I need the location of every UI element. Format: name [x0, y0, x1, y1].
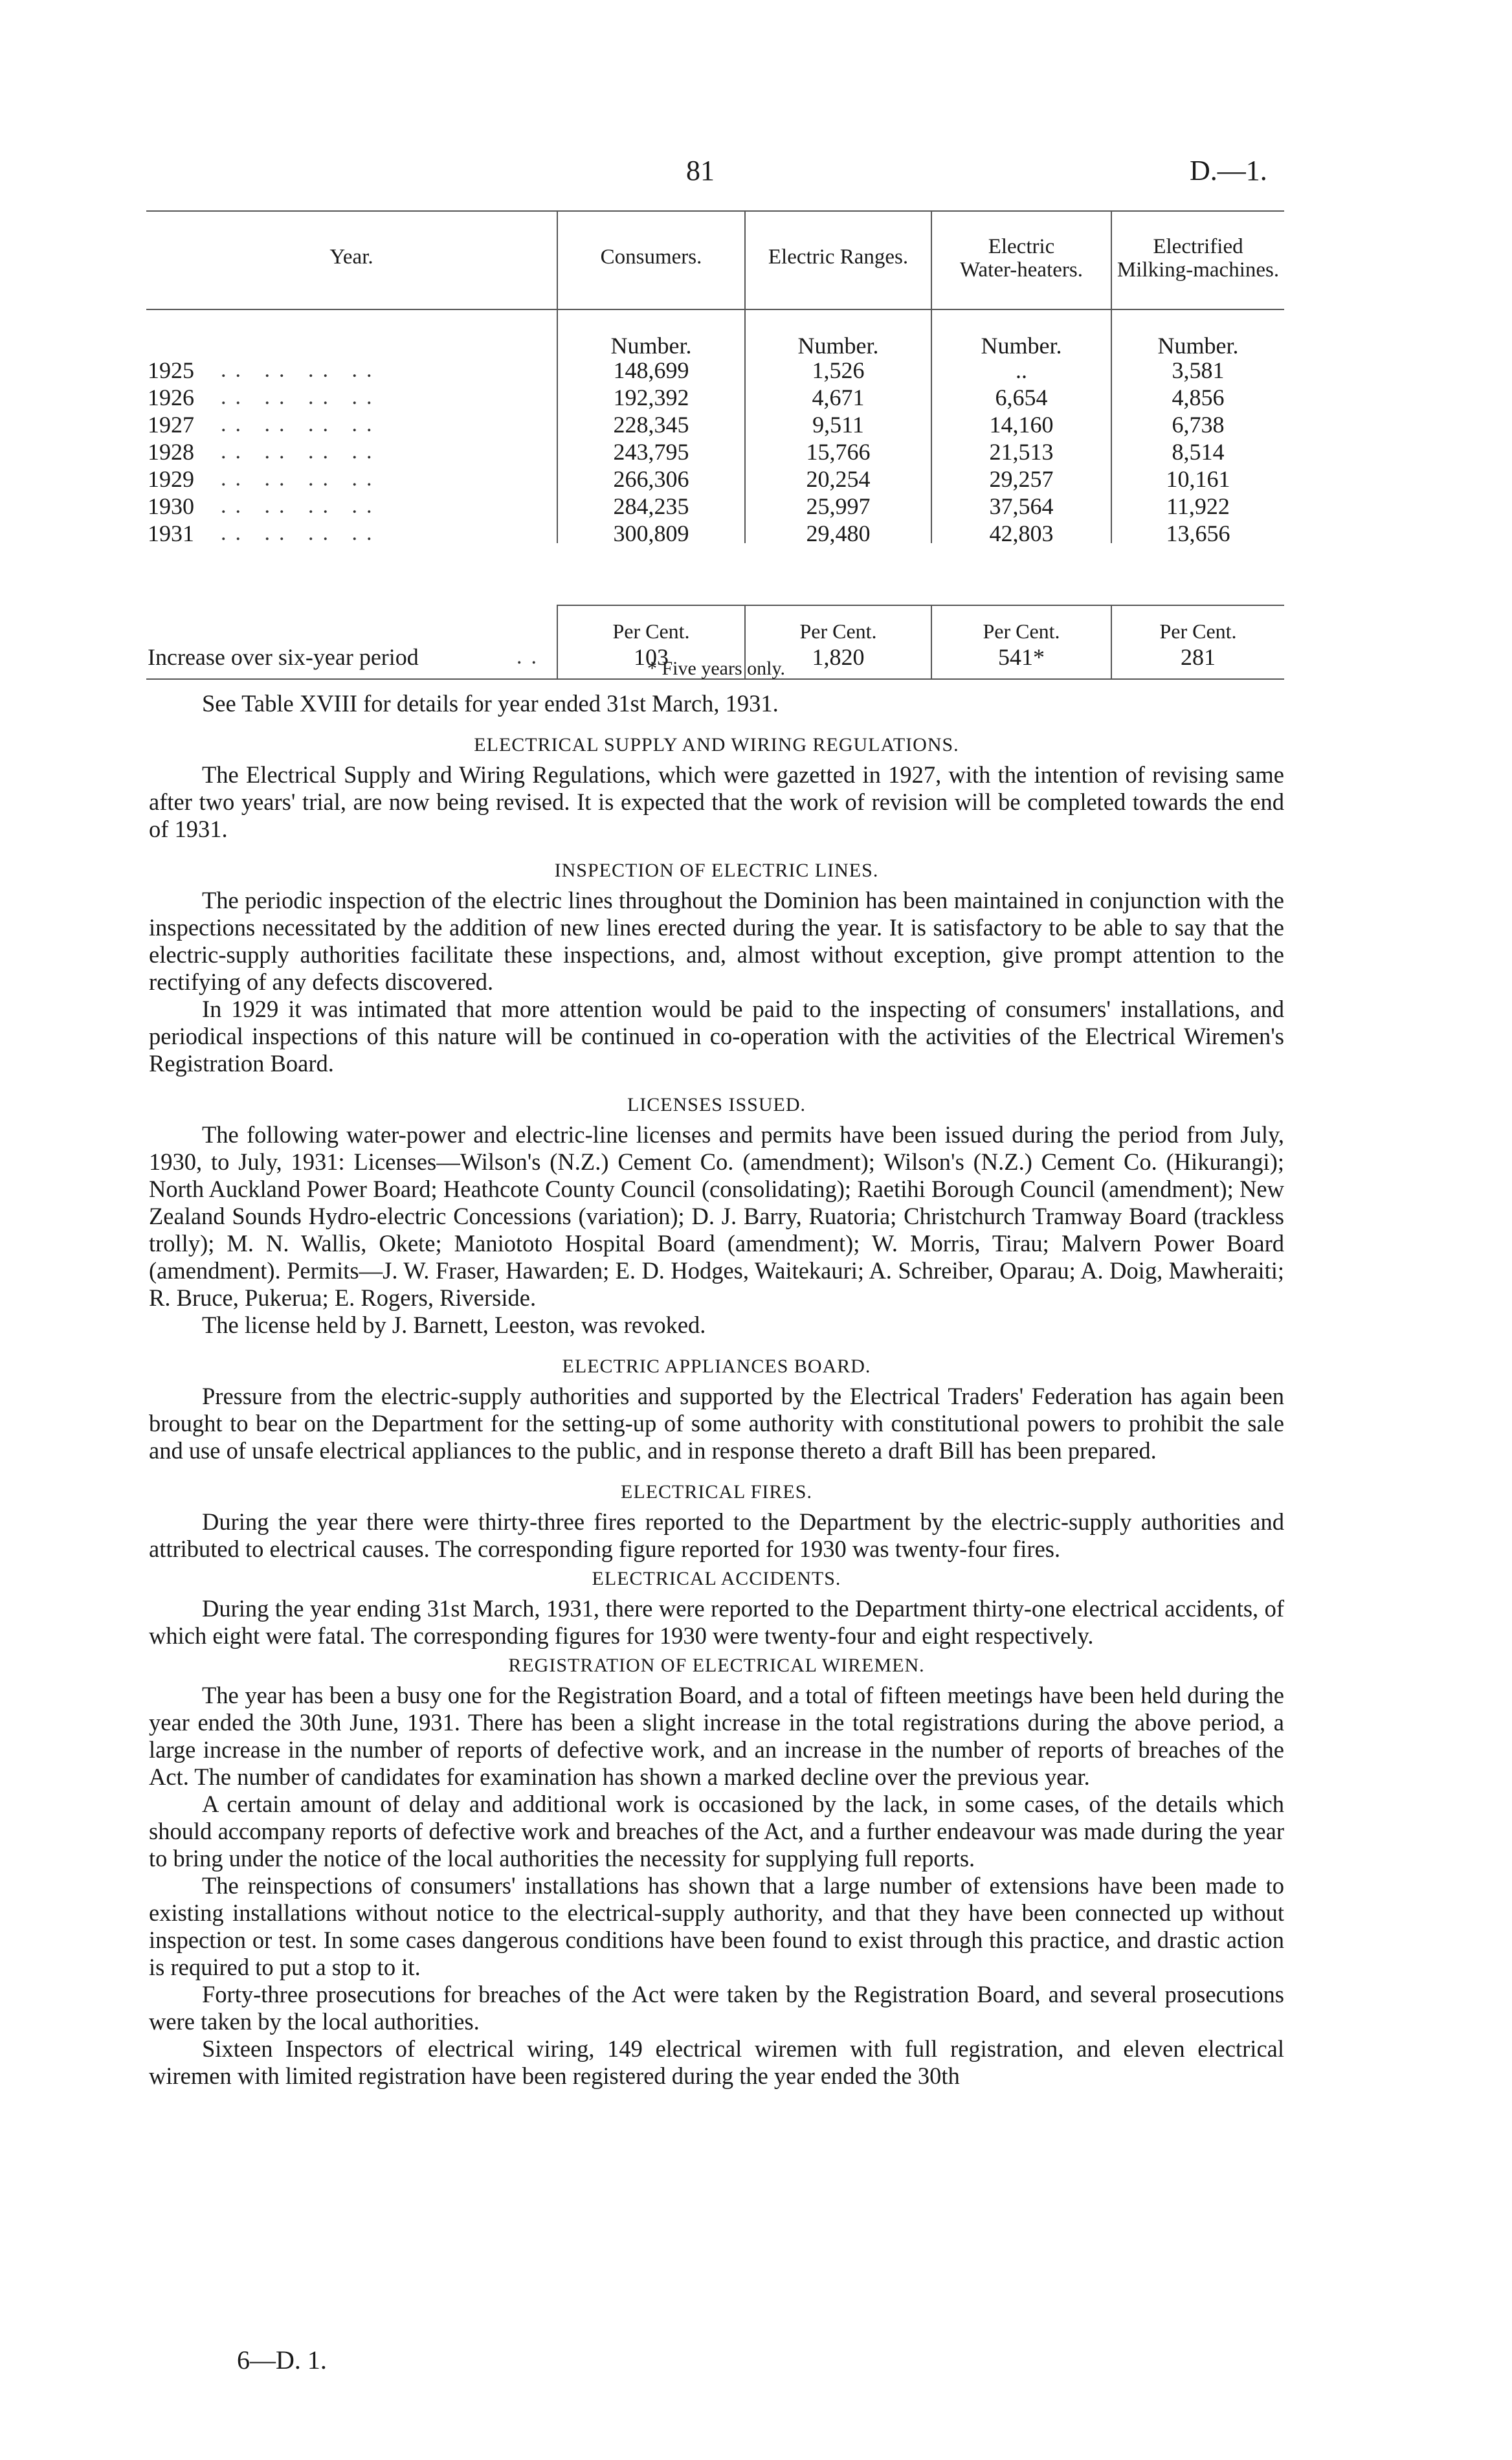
header-milking-machines-line-1: Electrified [1153, 235, 1243, 258]
year-cell: 1928 [148, 439, 194, 465]
ranges-cell: 9,511 [812, 412, 864, 438]
page-number: 81 [686, 155, 715, 186]
water-heaters-cell: 42,803 [989, 520, 1054, 546]
header-milking-machines-line-2: Milking-machines. [1117, 258, 1280, 282]
unit-ranges: Number. [797, 333, 879, 359]
paragraph: The year has been a busy one for the Registration Board, and a total of fifteen meetings have been held during the year ended the 30th June, 1931. There has been a slight increase in the total registrations during the above period, a large increase in the number of reports of defective work, and an increase in the number of reports of breaches of the Act. The number of candidates for examination has shown a marked decline over the previous year. [149, 1682, 1284, 1790]
milking-cell: 11,922 [1166, 493, 1230, 519]
header-water-heaters [932, 235, 1111, 282]
water-heaters-cell: 14,160 [989, 412, 1054, 438]
leader-dots: .. .. .. .. [221, 521, 381, 545]
document-reference: D.—1. [1190, 155, 1267, 186]
statistics-table [146, 210, 1284, 680]
paragraph: The following water-power and electric-line licenses and permits have been issued during the period from July, 1930, to July, 1931: Licenses—Wilson's (N.Z.) Cement Co. (amendment); Wilson's (N.Z.) Cement Co. (Hikurangi); North Auckland Power Board; Heathcote County Council (consolidating); Raetihi Borough Council (amendment); New Zealand Sounds Hydro-electric Concessions (variation); D. J. Barry, Ruatoria; Christchurch Tramway Board (trackless trolly); M. N. Wallis, Okete; Maniototo Hospital Board (amendment); W. Morris, Tirau; Malvern Power Board (amendment). Permits—J. W. Fraser, Hawarden; E. D. Hodges, Waitekauri; A. Schreiber, Oparau; A. Doig, Mawheraiti; R. Bruce, Pukerua; E. Rogers, Riverside. [149, 1121, 1284, 1311]
ranges-cell: 20,254 [806, 466, 871, 492]
paragraph: The Electrical Supply and Wiring Regulations, which were gazetted in 1927, with the intention of revising same after two years' trial, are now being revised. It is expected that the work of revision will be completed towards the end of 1931. [149, 761, 1284, 842]
milking-cell: 10,161 [1166, 466, 1230, 492]
increase-consumers: 103 [634, 644, 669, 670]
unit-milking: Number. [1157, 333, 1239, 359]
increase-milking: 281 [1181, 644, 1216, 670]
section-heading: LICENSES ISSUED. [627, 1094, 806, 1115]
leader-dots: .. .. .. .. [221, 412, 381, 436]
paragraph: In 1929 it was intimated that more attention would be paid to the inspecting of consumers' installations, and periodical inspections of this nature will be continued in co-operation with the activities of the Electrical Wiremen's Registration Board. [149, 996, 1284, 1077]
water-heaters-cell: 21,513 [989, 439, 1054, 465]
water-heaters-cell: .. [1016, 357, 1027, 383]
milking-cell: 6,738 [1172, 412, 1225, 438]
ranges-cell: 1,526 [812, 357, 865, 383]
year-cell: 1931 [148, 520, 194, 546]
consumers-cell: 228,345 [613, 412, 689, 438]
percent-unit: Per Cent. [799, 620, 877, 643]
milking-cell: 8,514 [1172, 439, 1225, 465]
percent-unit: Per Cent. [983, 620, 1060, 643]
section-heading: ELECTRIC APPLIANCES BOARD. [562, 1356, 871, 1377]
percent-unit: Per Cent. [1159, 620, 1237, 643]
ranges-cell: 25,997 [806, 493, 871, 519]
report-body [149, 690, 1284, 2090]
unit-consumers: Number. [610, 333, 692, 359]
header-consumers: Consumers. [600, 245, 702, 269]
paragraph: The periodic inspection of the electric lines throughout the Dominion has been maintained in conjunction with the inspections necessitated by the addition of new lines erected during the year. It is satisfactory to be able to say that the electric-supply authorities facilitate these inspections, and, almost without exception, give prompt attention to the rectifying of any defects discovered. [149, 887, 1284, 995]
increase-water-heaters: 541* [998, 644, 1045, 670]
year-cell: 1926 [148, 385, 194, 410]
year-cell: 1925 [148, 357, 194, 383]
section-heading: ELECTRICAL SUPPLY AND WIRING REGULATIONS. [474, 734, 959, 755]
consumers-cell: 266,306 [613, 466, 689, 492]
percent-unit: Per Cent. [612, 620, 690, 643]
paragraph: During the year there were thirty-three fires reported to the Department by the electric-supply authorities and attributed to electrical causes. The corresponding figure reported for 1930 was twenty-four fires. [149, 1508, 1284, 1562]
milking-cell: 13,656 [1166, 520, 1230, 546]
leader-dots: .. .. .. .. [221, 494, 381, 518]
header-electric-ranges: Electric Ranges. [768, 245, 909, 269]
paragraph: Forty-three prosecutions for breaches of the Act were taken by the Registration Board, and several prosecutions were taken by the local authorities. [149, 1981, 1284, 2035]
table-body [146, 310, 1284, 605]
water-heaters-cell: 37,564 [989, 493, 1054, 519]
leader-dots: .. .. .. .. [221, 385, 381, 409]
leader-dots: .. .. .. .. [221, 467, 381, 491]
paragraph: The license held by J. Barnett, Leeston, was revoked. [202, 1312, 706, 1338]
table-footnote: * Five years only. [647, 658, 786, 679]
header-water-heaters-line-1: Electric [988, 235, 1055, 258]
milking-cell: 4,856 [1172, 385, 1225, 410]
paragraph: A certain amount of delay and additional work is occasioned by the lack, in some cases, of the details which should accompany reports of defective work and breaches of the Act, and a further endeavour was made during the year to bring under the notice of the local authorities the necessity for supplying full reports. [149, 1791, 1284, 1872]
increase-label: Increase over six-year period [148, 644, 419, 670]
section-heading: INSPECTION OF ELECTRIC LINES. [554, 860, 879, 881]
page-signature: 6—D. 1. [237, 2345, 327, 2375]
paragraph: Pressure from the electric-supply authorities and supported by the Electrical Traders' Federation has again been brought to bear on the Department for the setting-up of some authority with constitutional powers to prohibit the sale and use of unsafe electrical appliances to the public, and in response thereto a draft Bill has been prepared. [149, 1383, 1284, 1464]
leader-dots: .. .. .. .. [221, 358, 381, 382]
consumers-cell: 300,809 [613, 520, 689, 546]
increase-ranges: 1,820 [812, 644, 865, 670]
year-cell: 1930 [148, 493, 194, 519]
intro-line: See Table XVIII for details for year ended 31st March, 1931. [202, 690, 779, 717]
water-heaters-cell: 6,654 [995, 385, 1048, 410]
consumers-cell: 192,392 [613, 385, 689, 410]
header-water-heaters-line-2: Water-heaters. [960, 258, 1083, 282]
unit-water-heaters: Number. [981, 333, 1062, 359]
year-cell: 1929 [148, 466, 194, 492]
year-cell: 1927 [148, 412, 194, 438]
ranges-cell: 29,480 [806, 520, 871, 546]
consumers-cell: 148,699 [613, 357, 689, 383]
ranges-cell: 15,766 [806, 439, 871, 465]
section-heading: REGISTRATION OF ELECTRICAL WIREMEN. [508, 1655, 925, 1676]
section-heading: ELECTRICAL FIRES. [621, 1481, 812, 1503]
water-heaters-cell: 29,257 [989, 466, 1054, 492]
table-header [146, 212, 1284, 309]
leader-dots: .. [517, 645, 546, 669]
consumers-cell: 243,795 [613, 439, 689, 465]
paragraph: Sixteen Inspectors of electrical wiring, 149 electrical wiremen with full registration, and eleven electrical wiremen with limited registration have been registered during the year ended the 30th [149, 2035, 1284, 2089]
header-milking-machines [1112, 235, 1284, 282]
milking-cell: 3,581 [1172, 357, 1225, 383]
paragraph: During the year ending 31st March, 1931, there were reported to the Department thirty-one electrical accidents, of which eight were fatal. The corresponding figures for 1930 were twenty-four and eight respectively. [149, 1595, 1284, 1649]
consumers-cell: 284,235 [613, 493, 689, 519]
section-heading: ELECTRICAL ACCIDENTS. [592, 1568, 841, 1589]
leader-dots: .. .. .. .. [221, 440, 381, 464]
ranges-cell: 4,671 [812, 385, 865, 410]
header-year: Year. [329, 245, 373, 269]
paragraph: The reinspections of consumers' installations has shown that a large number of extensions have been made to existing installations without notice to the electrical-supply authority, and that they have been connected up without inspection or test. In some cases dangerous conditions have been found to exist through this practice, and drastic action is required to put a stop to it. [149, 1872, 1284, 1980]
